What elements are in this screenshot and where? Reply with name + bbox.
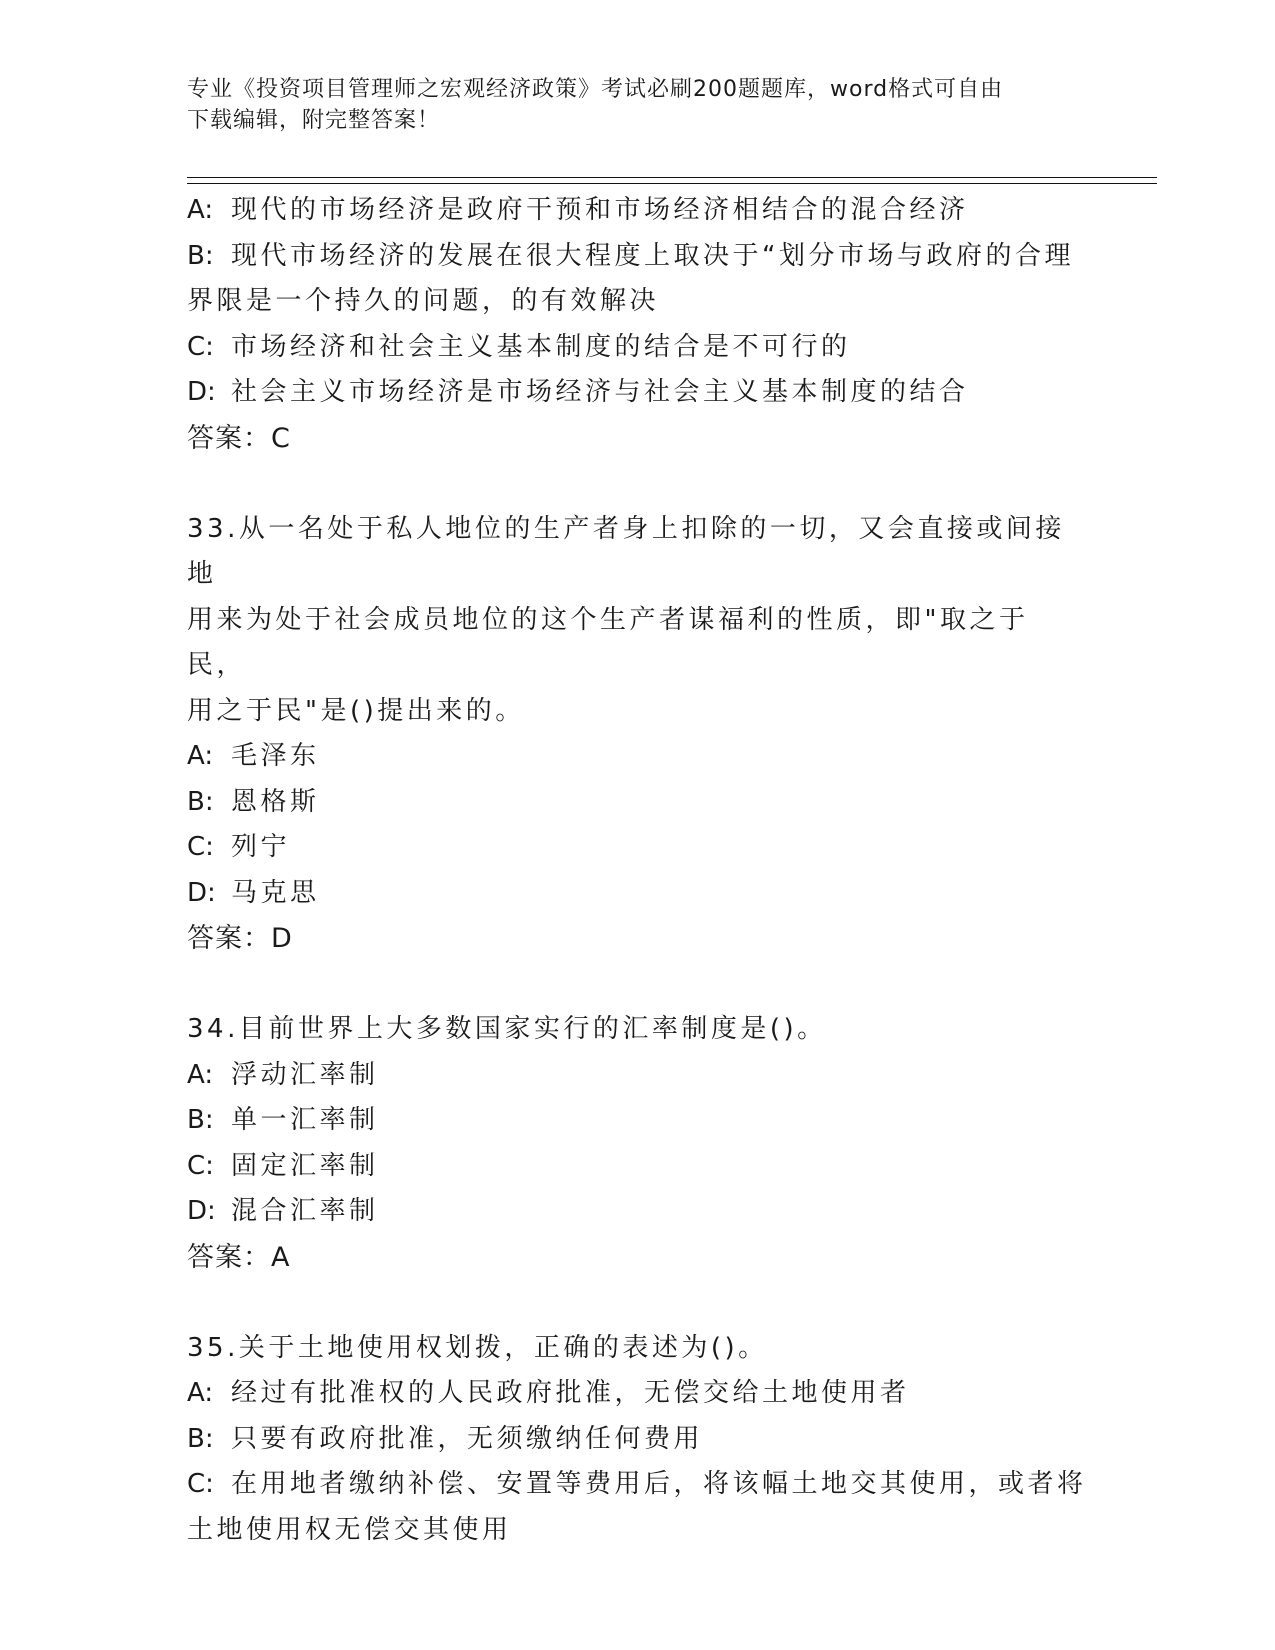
option-text: 浮动汇率制 xyxy=(231,1059,379,1090)
option-text: 现代市场经济的发展在很大程度上取决于“划分市场与政府的合理 xyxy=(231,240,1074,271)
option-label: D: xyxy=(187,1196,216,1226)
answer: 答案：C xyxy=(187,422,291,454)
header-title-line-2: 下载编辑，附完整答案！ xyxy=(187,108,441,133)
option-label: B: xyxy=(187,786,214,817)
option-a xyxy=(187,1371,1087,1417)
question-stem: 用之于民"是()提出来的。 xyxy=(187,695,525,726)
option-text: 经过有批准权的人民政府批准，无偿交给土地使用者 xyxy=(231,1378,910,1408)
option-a xyxy=(187,734,1087,780)
question-list xyxy=(187,188,1087,1553)
question-stem: 35.关于土地使用权划拨，正确的表述为()。 xyxy=(187,1332,768,1363)
option-label: A: xyxy=(187,1059,214,1090)
option-b-continuation: 界限是一个持久的问题，的有效解决 xyxy=(187,286,660,316)
option-b xyxy=(187,234,1087,280)
option-c-continuation: 土地使用权无偿交其使用 xyxy=(187,1514,512,1545)
option-b xyxy=(187,780,1087,826)
option-text: 单一汇率制 xyxy=(231,1105,379,1135)
option-text: 只要有政府批准，无须缴纳任何费用 xyxy=(231,1423,704,1454)
question-32 xyxy=(187,188,1087,461)
option-c xyxy=(187,825,1087,871)
option-text: 固定汇率制 xyxy=(231,1150,379,1181)
option-d xyxy=(187,1189,1087,1235)
option-text: 市场经济和社会主义基本制度的结合是不可行的 xyxy=(231,331,851,362)
option-b xyxy=(187,1417,1087,1463)
option-d xyxy=(187,370,1087,416)
option-text: 在用地者缴纳补偿、安置等费用后，将该幅土地交其使用，或者将 xyxy=(231,1469,1087,1499)
header-divider xyxy=(187,177,1157,184)
option-c xyxy=(187,325,1087,371)
option-c xyxy=(187,1144,1087,1190)
option-label: C: xyxy=(187,1469,214,1499)
answer: 答案：A xyxy=(187,1241,291,1273)
option-label: D: xyxy=(187,877,216,908)
question-35 xyxy=(187,1326,1087,1554)
option-label: D: xyxy=(187,377,216,407)
option-label: C: xyxy=(187,1150,214,1181)
option-label: B: xyxy=(187,240,214,271)
question-34 xyxy=(187,1007,1087,1280)
option-text: 社会主义市场经济是市场经济与社会主义基本制度的结合 xyxy=(231,377,969,407)
option-text: 马克思 xyxy=(231,877,320,908)
option-a xyxy=(187,1053,1087,1099)
header-title-line-1: 专业《投资项目管理师之宏观经济政策》考试必刷200题题库，word格式可自由 xyxy=(187,77,1004,102)
option-label: A: xyxy=(187,195,214,225)
question-stem: 用来为处于社会成员地位的这个生产者谋福利的性质，即"取之于民， xyxy=(187,604,1029,680)
option-label: C: xyxy=(187,832,214,862)
question-stem: 34.目前世界上大多数国家实行的汇率制度是()。 xyxy=(187,1014,827,1044)
option-label: A: xyxy=(187,741,214,771)
answer: 答案：D xyxy=(187,923,293,954)
option-text: 恩格斯 xyxy=(231,786,320,817)
option-label: B: xyxy=(187,1105,214,1135)
option-text: 现代的市场经济是政府干预和市场经济相结合的混合经济 xyxy=(231,195,969,225)
document-header xyxy=(187,74,1067,136)
option-b xyxy=(187,1098,1087,1144)
option-text: 列宁 xyxy=(231,832,291,862)
question-stem: 33.从一名处于私人地位的生产者身上扣除的一切，又会直接或间接地 xyxy=(187,513,1065,589)
option-label: A: xyxy=(187,1378,214,1408)
question-33 xyxy=(187,507,1087,962)
option-label: C: xyxy=(187,331,214,362)
option-label: B: xyxy=(187,1423,214,1454)
option-c xyxy=(187,1462,1087,1508)
option-a xyxy=(187,188,1087,234)
option-text: 毛泽东 xyxy=(231,741,320,771)
option-d xyxy=(187,871,1087,917)
option-text: 混合汇率制 xyxy=(231,1196,379,1226)
